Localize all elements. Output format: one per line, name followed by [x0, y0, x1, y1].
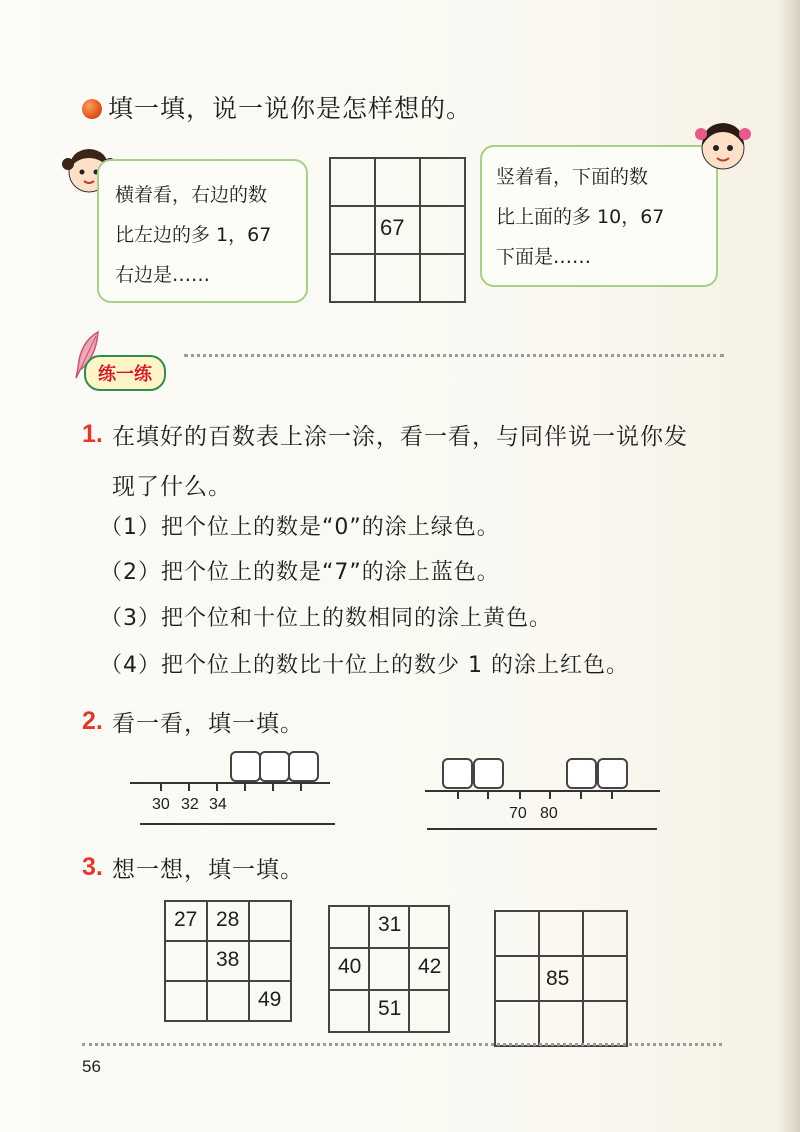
grid-cell[interactable] — [539, 911, 583, 956]
question-3-text: 想一想，填一填。 — [112, 857, 304, 883]
tick-label: 32 — [181, 796, 199, 813]
practice-dotted-divider — [184, 354, 724, 357]
grid-cell: 49 — [249, 981, 291, 1021]
grid-cell — [375, 254, 420, 302]
grid-cell[interactable] — [165, 941, 207, 981]
grid-cell[interactable] — [495, 1001, 539, 1046]
question-1-text-line-1: 在填好的百数表上涂一涂，看一看，与同伴说一说你发 — [112, 424, 688, 450]
grid-cell — [420, 254, 465, 302]
grid-cell[interactable] — [329, 990, 369, 1032]
q3-grid-1 — [164, 900, 292, 1022]
answer-box[interactable] — [473, 758, 504, 789]
left-bubble-line-1: 横着看，右边的数 — [115, 184, 268, 206]
grid-cell[interactable] — [249, 901, 291, 941]
grid-cell[interactable] — [539, 1001, 583, 1046]
answer-box[interactable] — [442, 758, 473, 789]
grid-cell — [420, 206, 465, 254]
right-bubble-line-1: 竖着看，下面的数 — [496, 166, 649, 188]
answer-box[interactable] — [230, 751, 261, 782]
question-1-item-1: （1）把个位上的数是“0”的涂上绿色。 — [100, 515, 500, 540]
grid-cell — [330, 206, 375, 254]
grid-cell-center: 67 — [375, 206, 420, 254]
grid-cell — [420, 158, 465, 206]
grid-cell: 27 — [165, 901, 207, 941]
tick-label: 30 — [152, 796, 170, 813]
orange-bullet-icon — [82, 99, 102, 119]
question-2-number: 2. — [82, 707, 103, 735]
q3-grid-2 — [328, 905, 450, 1033]
grid-cell — [375, 158, 420, 206]
tick — [160, 782, 162, 791]
tick — [549, 790, 551, 799]
tick — [457, 790, 459, 799]
page-edge-shadow — [778, 0, 800, 1132]
question-1-number: 1. — [82, 420, 103, 448]
grid-cell[interactable] — [583, 911, 627, 956]
tick-label: 70 — [509, 805, 527, 822]
left-bubble-line-2: 比左边的多 1，67 — [115, 224, 272, 246]
grid-cell: 40 — [329, 948, 369, 990]
number-line-underline — [140, 823, 335, 825]
tick — [519, 790, 521, 799]
question-2-text: 看一看，填一填。 — [112, 711, 304, 737]
girl-avatar-right-icon — [690, 112, 756, 178]
answer-box[interactable] — [597, 758, 628, 789]
grid-cell[interactable] — [583, 1001, 627, 1046]
tick — [272, 782, 274, 791]
section-title: 填一填，说一说你是怎样想的。 — [108, 94, 473, 123]
question-1-item-4: （4）把个位上的数比十位上的数少 1 的涂上红色。 — [100, 653, 629, 678]
tick-label: 34 — [209, 796, 227, 813]
left-speech-bubble — [97, 159, 308, 303]
practice-tag: 练一练 — [84, 355, 166, 391]
number-line-2 — [425, 750, 670, 835]
grid-cell[interactable] — [249, 941, 291, 981]
grid-cell[interactable] — [583, 956, 627, 1001]
grid-cell[interactable] — [495, 911, 539, 956]
number-line-underline — [427, 828, 657, 830]
tick — [580, 790, 582, 799]
number-line-axis — [425, 790, 660, 792]
grid-cell — [330, 158, 375, 206]
answer-box[interactable] — [288, 751, 319, 782]
tick — [244, 782, 246, 791]
footer-dotted-divider — [82, 1043, 722, 1046]
grid-cell[interactable] — [495, 956, 539, 1001]
right-bubble-line-3: 下面是…… — [496, 246, 592, 268]
tick — [487, 790, 489, 799]
answer-box[interactable] — [259, 751, 290, 782]
tick — [188, 782, 190, 791]
grid-cell: 31 — [369, 906, 409, 948]
grid-cell[interactable] — [329, 906, 369, 948]
question-3-number: 3. — [82, 853, 103, 881]
grid-cell: 28 — [207, 901, 249, 941]
right-bubble-line-2: 比上面的多 10，67 — [496, 206, 665, 228]
tick — [216, 782, 218, 791]
left-bubble-line-3: 右边是…… — [115, 264, 211, 286]
grid-cell[interactable] — [409, 990, 449, 1032]
hundred-chart-fragment — [329, 157, 466, 303]
grid-cell: 38 — [207, 941, 249, 981]
question-1-item-2: （2）把个位上的数是“7”的涂上蓝色。 — [100, 560, 500, 585]
number-line-1 — [130, 740, 340, 830]
grid-cell[interactable] — [409, 906, 449, 948]
q3-grid-3 — [494, 910, 628, 1047]
tick — [300, 782, 302, 791]
grid-cell: 85 — [539, 956, 583, 1001]
grid-cell[interactable] — [165, 981, 207, 1021]
grid-cell — [330, 254, 375, 302]
grid-cell: 51 — [369, 990, 409, 1032]
page-number: 56 — [82, 1057, 101, 1076]
grid-cell[interactable] — [207, 981, 249, 1021]
question-1-item-3: （3）把个位和十位上的数相同的涂上黄色。 — [100, 606, 552, 631]
tick-label: 80 — [540, 805, 558, 822]
right-speech-bubble — [480, 145, 718, 287]
grid-cell: 42 — [409, 948, 449, 990]
tick — [611, 790, 613, 799]
question-1-text-line-2: 现了什么。 — [112, 474, 232, 500]
grid-cell[interactable] — [369, 948, 409, 990]
answer-box[interactable] — [566, 758, 597, 789]
